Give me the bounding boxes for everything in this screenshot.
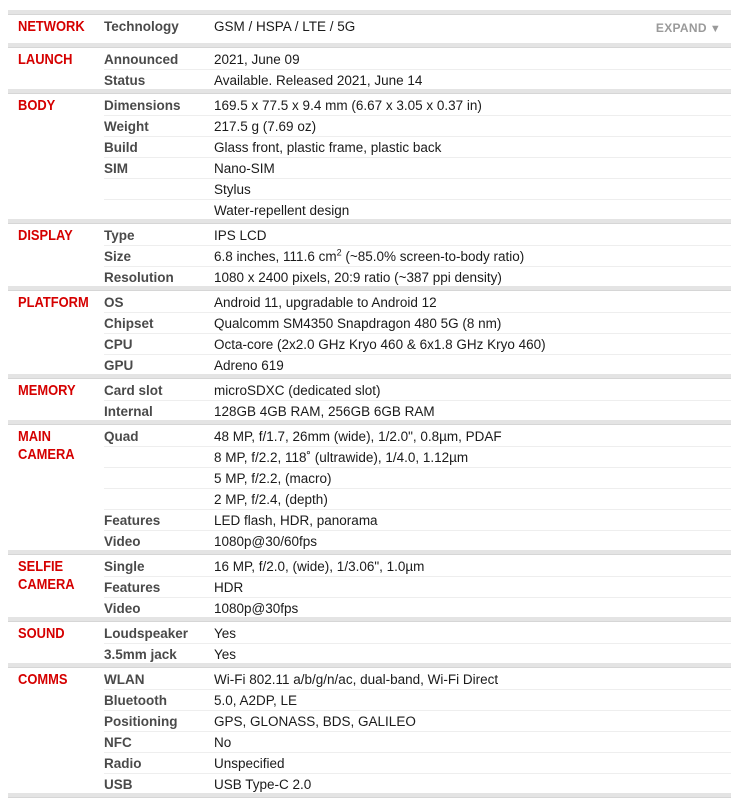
spec-row (8, 669, 731, 690)
spec-value: 5.0, A2DP, LE (214, 693, 298, 708)
spec-value: GPS, GLONASS, BDS, GALILEO (214, 714, 416, 729)
spec-value: Glass front, plastic frame, plastic back (214, 140, 442, 155)
spec-row (8, 16, 731, 37)
spec-label[interactable]: Quad (104, 429, 139, 444)
spec-label[interactable]: Status (104, 73, 146, 88)
section-title-display[interactable]: DISPLAY (18, 227, 73, 244)
section-title-platform[interactable]: PLATFORM (18, 294, 89, 311)
spec-label[interactable]: OS (104, 295, 124, 310)
spec-row (8, 116, 731, 137)
spec-row (8, 137, 731, 158)
spec-label[interactable]: Video (104, 534, 141, 549)
spec-label[interactable]: Resolution (104, 270, 174, 285)
spec-label[interactable]: Features (104, 580, 161, 595)
spec-label[interactable]: Chipset (104, 316, 154, 331)
section-title-sound[interactable]: SOUND (18, 625, 65, 642)
spec-row (8, 489, 731, 510)
spec-value: USB Type-C 2.0 (214, 777, 312, 792)
spec-row (8, 753, 731, 774)
spec-label[interactable]: Size (104, 249, 132, 264)
spec-row (8, 577, 731, 598)
spec-row (8, 292, 731, 313)
spec-row (8, 468, 731, 489)
spec-row (8, 380, 731, 401)
spec-row (8, 355, 731, 376)
superscript: 2 (336, 247, 342, 258)
section-title-network[interactable]: NETWORK (18, 18, 85, 35)
spec-row (8, 179, 731, 200)
spec-row (8, 95, 731, 116)
spec-label[interactable]: NFC (104, 735, 132, 750)
spec-label[interactable]: Card slot (104, 383, 163, 398)
section-separator (8, 374, 731, 379)
spec-label[interactable]: SIM (104, 161, 129, 176)
section-separator (8, 219, 731, 224)
spec-value: Adreno 619 (214, 358, 284, 373)
spec-label[interactable]: Announced (104, 52, 179, 67)
spec-value: Water-repellent design (214, 203, 350, 218)
spec-label[interactable]: Video (104, 601, 141, 616)
spec-row (8, 711, 731, 732)
spec-value: Stylus (214, 182, 251, 197)
section-title-line: SELFIE (18, 558, 64, 575)
spec-value: Octa-core (2x2.0 GHz Kryo 460 & 6x1.8 GHz Kryo 460) (214, 337, 546, 352)
spec-row (8, 531, 731, 552)
spec-label[interactable]: Radio (104, 756, 142, 771)
section-separator (8, 617, 731, 622)
spec-row (8, 623, 731, 644)
spec-label[interactable]: GPU (104, 358, 134, 373)
spec-value: No (214, 735, 232, 750)
spec-value: 217.5 g (7.69 oz) (214, 119, 317, 134)
section-separator (8, 89, 731, 94)
spec-row (8, 158, 731, 179)
spec-label[interactable]: Loudspeaker (104, 626, 189, 641)
spec-row (8, 200, 731, 221)
section-separator (8, 43, 731, 48)
spec-label[interactable]: Weight (104, 119, 149, 134)
spec-label[interactable]: WLAN (104, 672, 145, 687)
spec-value: 1080 x 2400 pixels, 20:9 ratio (~387 ppi density) (214, 270, 502, 285)
spec-value (214, 246, 524, 267)
spec-label[interactable]: Type (104, 228, 135, 243)
spec-label[interactable]: Single (104, 559, 145, 574)
spec-label[interactable]: Positioning (104, 714, 178, 729)
spec-label[interactable]: CPU (104, 337, 133, 352)
spec-value: 8 MP, f/2.2, 118˚ (ultrawide), 1/4.0, 1.12µm (214, 450, 469, 465)
spec-value: Available. Released 2021, June 14 (214, 73, 423, 88)
spec-row (8, 246, 731, 267)
spec-value: 1080p@30/60fps (214, 534, 318, 549)
section-separator (8, 663, 731, 668)
spec-value: 48 MP, f/1.7, 26mm (wide), 1/2.0", 0.8µm, PDAF (214, 429, 502, 444)
spec-label[interactable]: Build (104, 140, 138, 155)
spec-row (8, 556, 731, 577)
spec-row (8, 426, 731, 447)
spec-value: Wi-Fi 802.11 a/b/g/n/ac, dual-band, Wi-Fi Direct (214, 672, 499, 687)
spec-row (8, 334, 731, 355)
spec-value: microSDXC (dedicated slot) (214, 383, 381, 398)
spec-value: Qualcomm SM4350 Snapdragon 480 5G (8 nm) (214, 316, 502, 331)
spec-label[interactable]: Features (104, 513, 161, 528)
spec-value: HDR (214, 580, 244, 595)
spec-value: Yes (214, 626, 237, 641)
spec-label[interactable]: Dimensions (104, 98, 181, 113)
spec-row (8, 313, 731, 334)
section-title-line: CAMERA (18, 446, 75, 463)
spec-row (8, 225, 731, 246)
spec-value-text: (~85.0% screen-to-body ratio) (341, 249, 525, 264)
spec-label[interactable]: Internal (104, 404, 153, 419)
section-separator (8, 10, 731, 15)
spec-value: IPS LCD (214, 228, 267, 243)
spec-row (8, 732, 731, 753)
spec-value: 128GB 4GB RAM, 256GB 6GB RAM (214, 404, 435, 419)
section-separator (8, 550, 731, 555)
spec-row (8, 598, 731, 619)
spec-row (8, 49, 731, 70)
spec-value: 5 MP, f/2.2, (macro) (214, 471, 332, 486)
spec-row (8, 690, 731, 711)
spec-value: Unspecified (214, 756, 285, 771)
section-title-line: MAIN (18, 428, 51, 445)
spec-value: Yes (214, 647, 237, 662)
spec-label[interactable]: Technology (104, 19, 179, 34)
spec-row (8, 267, 731, 288)
spec-row (8, 70, 731, 91)
section-title-launch[interactable]: LAUNCH (18, 51, 73, 68)
section-title-comms[interactable]: COMMS (18, 671, 68, 688)
section-title-line: CAMERA (18, 576, 75, 593)
section-title-memory[interactable]: MEMORY (18, 382, 76, 399)
spec-value: 1080p@30fps (214, 601, 299, 616)
chevron-down-icon: ▼ (709, 23, 721, 35)
section-separator (8, 286, 731, 291)
spec-value: 169.5 x 77.5 x 9.4 mm (6.67 x 3.05 x 0.37 in) (214, 98, 482, 113)
spec-value: 2 MP, f/2.4, (depth) (214, 492, 328, 507)
section-separator (8, 420, 731, 425)
section-title-body[interactable]: BODY (18, 97, 56, 114)
spec-row (8, 401, 731, 422)
spec-value: 2021, June 09 (214, 52, 300, 67)
spec-row (8, 447, 731, 468)
spec-row (8, 510, 731, 531)
spec-row (8, 774, 731, 795)
spec-value: Nano-SIM (214, 161, 275, 176)
spec-value: Android 11, upgradable to Android 12 (214, 295, 437, 310)
spec-label[interactable]: Bluetooth (104, 693, 167, 708)
spec-label[interactable]: USB (104, 777, 133, 792)
expand-label: EXPAND (655, 21, 707, 35)
spec-value: GSM / HSPA / LTE / 5G (214, 19, 356, 34)
spec-value: LED flash, HDR, panorama (214, 513, 378, 528)
spec-row (8, 644, 731, 665)
spec-value-text: 6.8 inches, 111.6 cm (214, 249, 337, 264)
spec-label[interactable]: 3.5mm jack (104, 647, 177, 662)
spec-value: 16 MP, f/2.0, (wide), 1/3.06", 1.0µm (214, 559, 425, 574)
